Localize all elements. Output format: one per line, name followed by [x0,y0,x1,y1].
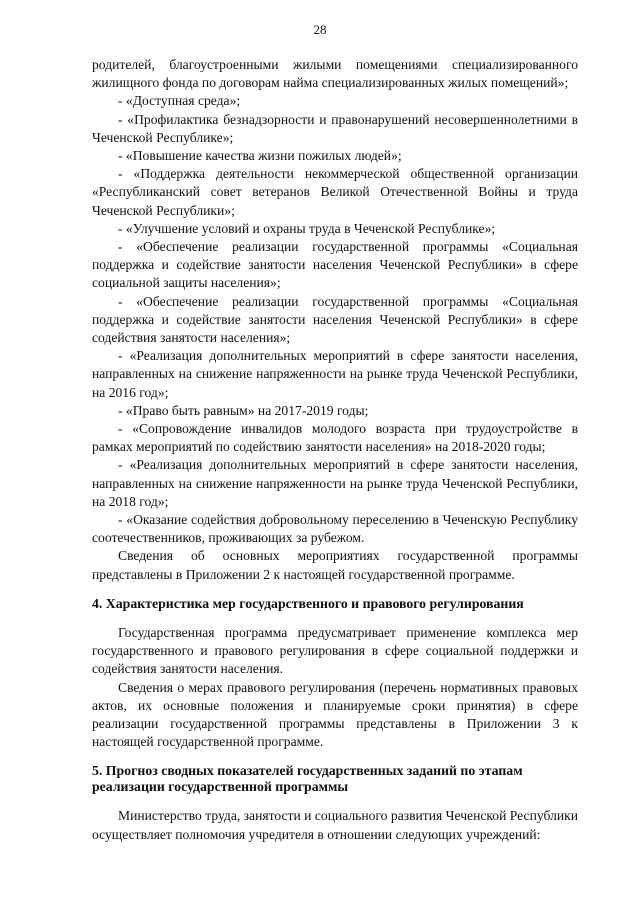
section-5-paragraph-1: Министерство труда, занятости и социального развития Чеченской Республики осуществляет полномочия учредителя в отношении следующих учреждений: [92,808,578,842]
section-5-heading-line-1: 5. Прогноз сводных показателей государственных заданий по этапам [92,763,523,779]
page-number: 28 [313,22,327,37]
list-item-resettlement: - «Оказание содействия добровольному переселению в Чеченскую Республику соотечественников, проживающих за рубежом. [92,512,578,546]
spacer [92,795,578,807]
section-4-heading: 4. Характеристика мер государственного и правового регулирования [92,595,524,611]
spacer [92,584,578,596]
list-item-disabled-support: - «Сопровождение инвалидов молодого возраста при трудоустройстве в рамках мероприятий по содействию занятости населения» на 2018-2020 годы; [92,421,578,455]
spacer [92,612,578,624]
spacer [92,751,578,763]
list-item-veterans: - «Поддержка деятельности некоммерческой общественной организации «Республиканский совет ветеранов Великой Отечественной Войны и труда Чеченской Республики»; [92,166,578,218]
list-item-labor-safety: - «Улучшение условий и охраны труда в Чеченской Республике»; [118,220,496,236]
list-item-additional-measures-2016: - «Реализация дополнительных мероприятий в сфере занятости населения, направленных на снижение напряженности на рынке труда Чеченской Республики, на 2016 год»; [92,348,578,400]
list-item-employment-assistance: - «Обеспечение реализации государственной программы «Социальная поддержка и содействие занятости населения Чеченской Республики» в сфере содействия занятости населения»; [92,293,578,346]
paragraph-continuation: родителей, благоустроенными жилыми помещениями специализированного жилищного фонда по договорам найма специализированных жилых помещений»; [92,57,578,91]
list-item-additional-measures-2018: - «Реализация дополнительных мероприятий в сфере занятости населения, направленных на снижение напряженности на рынке труда Чеченской Республики, на 2018 год»; [92,457,578,509]
list-item-elderly: - «Повышение качества жизни пожилых людей»; [118,148,402,164]
list-item-right-to-be-equal: - «Право быть равным» на 2017-2019 годы; [118,402,369,418]
section-4-paragraph-1: Государственная программа предусматривает применение комплекса мер государственного и правового регулирования в сфере социальной поддержки и содействия занятости населения. [92,624,578,677]
section-5-heading-line-2: реализации государственной программы [92,779,349,795]
list-item-accessible-environment: - «Доступная среда»; [118,93,241,109]
page-content [92,56,578,844]
section-4-paragraph-2: Сведения о мерах правового регулирования (перечень нормативных правовых актов, их основные положения и планируемые сроки принятия) в сфере реализации государственной программы представлены в Приложении 3 к настоящей государственной программе. [92,679,578,750]
list-item-social-protection: - «Обеспечение реализации государственной программы «Социальная поддержка и содействие занятости населения Чеченской Республики» в сфере социальной защиты населения»; [92,239,578,291]
list-item-prevention: - «Профилактика безнадзорности и правонарушений несовершеннолетними в Чеченской Республике»; [92,111,578,145]
paragraph-annex-2: Сведения об основных мероприятиях государственной программы представлены в Приложении 2 к настоящей государственной программе. [92,548,578,582]
